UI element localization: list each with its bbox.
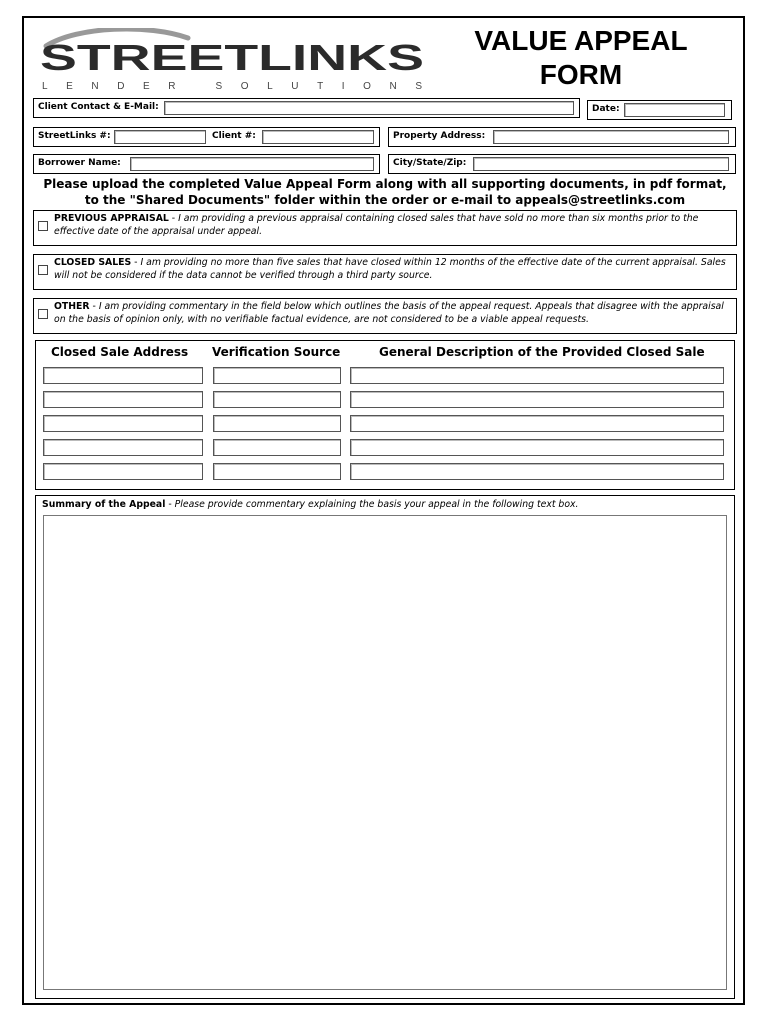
option-title: OTHER	[54, 301, 90, 312]
sale-5-description-input[interactable]	[350, 463, 724, 480]
streetlinks-no-input[interactable]	[114, 130, 206, 144]
option-closed-sales: CLOSED SALES - I am providing no more than five sales that have closed within 12 months of the effective date of the current appraisal. Sales will not be considered if the data cannot be verified through a third party source.	[33, 254, 737, 290]
client-contact-input[interactable]	[164, 101, 574, 115]
title-line-2: FORM	[539, 59, 623, 90]
client-contact-label: Client Contact & E-Mail:	[38, 102, 159, 112]
sale-4-verification-input[interactable]	[213, 439, 341, 456]
option-previous-appraisal: PREVIOUS APPRAISAL - I am providing a previous appraisal containing closed sales that have sold no more than six months prior to the effective date of the appraisal under appeal.	[33, 210, 737, 246]
other-checkbox[interactable]	[38, 309, 48, 319]
upload-notice: Please upload the completed Value Appeal Form along with all supporting documents, in pdf format, to the "Shared Documents" folder within the order or e-mail to appeals@streetlinks.com	[43, 177, 727, 207]
summary-hint: Please provide commentary explaining the basis your appeal in the following text box.	[174, 499, 579, 510]
logo-tagline: LENDER SOLUTIONS	[42, 81, 422, 92]
sale-3-verification-input[interactable]	[213, 415, 341, 432]
borrower-row	[33, 154, 380, 174]
option-other: OTHER - I am providing commentary in the field below which outlines the basis of the appeal request. Appeals that disagree with the appraisal on the basis of opinion only, with no verifiable factual evidence, are not considered to be a viable appeal requests.	[33, 298, 737, 334]
option-description: I am providing a previous appraisal containing closed sales that have sold no more than six months prior to the effective date of the appraisal under appeal.	[54, 213, 699, 237]
option-description: I am providing commentary in the field below which outlines the basis of the appeal request. Appeals that disagree with the appraisal on the basis of opinion only, with no verifiable factual evidence, are not considered to be a viable appeal requests.	[54, 301, 724, 325]
col-header-verification: Verification Source	[212, 345, 341, 359]
city-state-zip-input[interactable]	[473, 157, 729, 171]
property-address-label: Property Address:	[393, 131, 486, 141]
sale-3-address-input[interactable]	[43, 415, 203, 432]
sale-5-address-input[interactable]	[43, 463, 203, 480]
client-no-input[interactable]	[262, 130, 374, 144]
sale-1-description-input[interactable]	[350, 367, 724, 384]
streetlinks-logo	[38, 28, 428, 92]
sale-2-description-input[interactable]	[350, 391, 724, 408]
sale-2-verification-input[interactable]	[213, 391, 341, 408]
col-header-address: Closed Sale Address	[51, 345, 189, 359]
date-input[interactable]	[624, 103, 725, 117]
date-row	[587, 100, 732, 120]
sale-4-description-input[interactable]	[350, 439, 724, 456]
streetlinks-no-label: StreetLinks #:	[38, 131, 111, 141]
client-contact-row	[33, 98, 580, 118]
summary-label: Summary of the Appeal	[42, 499, 166, 510]
streetlinks-client-row	[33, 127, 380, 147]
borrower-name-label: Borrower Name:	[38, 158, 121, 168]
previous-appraisal-checkbox[interactable]	[38, 221, 48, 231]
title-line-1: VALUE APPEAL	[474, 25, 688, 56]
sale-5-verification-input[interactable]	[213, 463, 341, 480]
property-address-row	[388, 127, 736, 147]
borrower-name-input[interactable]	[130, 157, 374, 171]
date-label: Date:	[592, 104, 620, 114]
sale-1-address-input[interactable]	[43, 367, 203, 384]
col-header-description: General Description of the Provided Closed Sale	[379, 345, 705, 359]
property-address-input[interactable]	[493, 130, 729, 144]
page-title	[450, 24, 712, 92]
logo-brand: STREETLINKS	[40, 37, 424, 78]
sale-3-description-input[interactable]	[350, 415, 724, 432]
option-title: PREVIOUS APPRAISAL	[54, 213, 169, 224]
closed-sales-table	[35, 340, 735, 490]
city-state-zip-label: City/State/Zip:	[393, 158, 467, 168]
appeal-summary-textarea[interactable]	[43, 515, 727, 990]
option-title: CLOSED SALES	[54, 257, 132, 268]
closed-sales-checkbox[interactable]	[38, 265, 48, 275]
appeal-summary-section: Summary of the Appeal - Please provide commentary explaining the basis your appeal in the following text box.	[35, 495, 735, 999]
client-no-label: Client #:	[212, 131, 256, 141]
sale-2-address-input[interactable]	[43, 391, 203, 408]
option-description: I am providing no more than five sales that have closed within 12 months of the effective date of the current appraisal. Sales will not be considered if the data cannot be verified through a third party source.	[54, 257, 726, 281]
sale-1-verification-input[interactable]	[213, 367, 341, 384]
city-state-zip-row	[388, 154, 736, 174]
sale-4-address-input[interactable]	[43, 439, 203, 456]
